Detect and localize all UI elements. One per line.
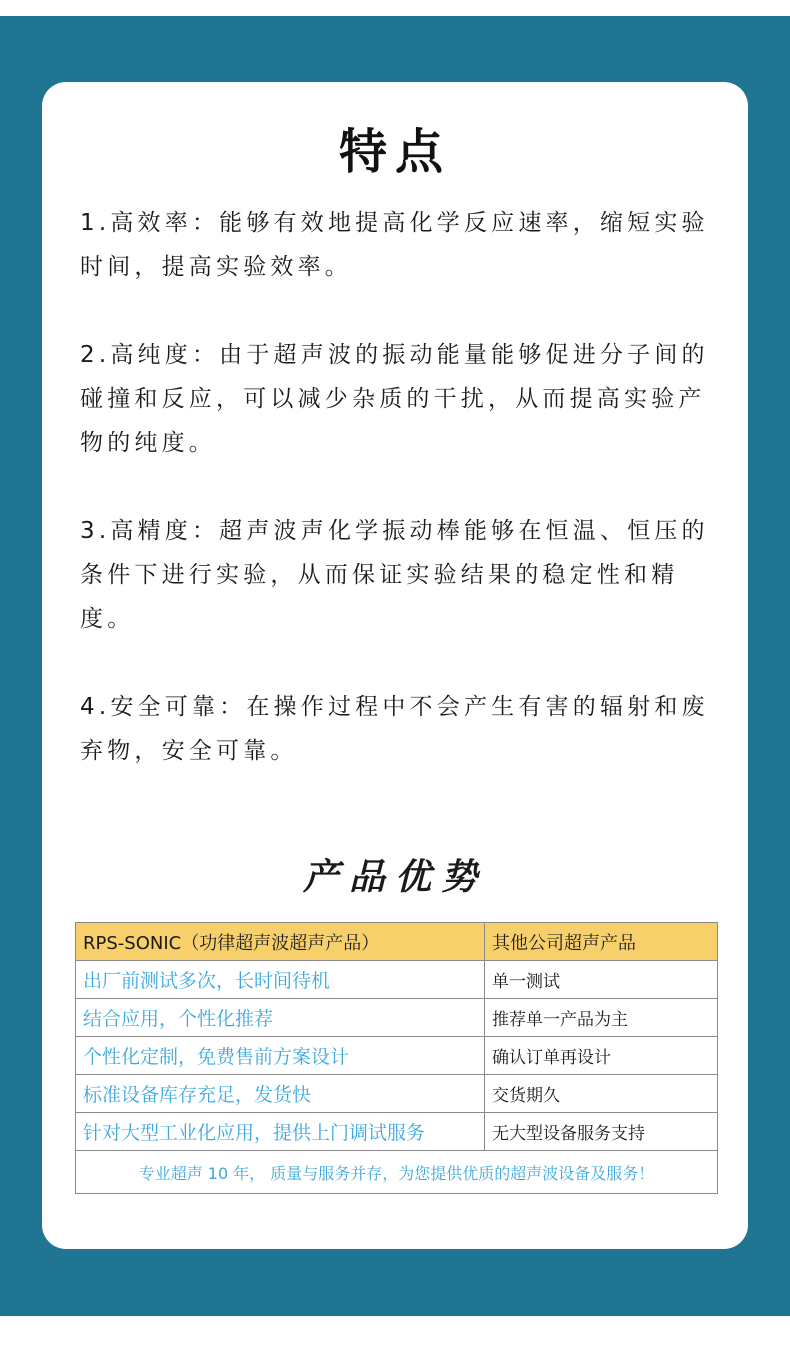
table-row (76, 999, 718, 1037)
features-list (80, 201, 716, 817)
table-row (76, 961, 718, 999)
comparison-table-wrap (75, 922, 717, 1194)
other-cell: 确认订单再设计 (485, 1037, 718, 1075)
rps-cell: 出厂前测试多次，长时间待机 (76, 961, 485, 999)
content-card (42, 82, 748, 1249)
rps-cell: 个性化定制，免费售前方案设计 (76, 1037, 485, 1075)
table-footer: 专业超声 10 年， 质量与服务并存，为您提供优质的超声波设备及服务！ (76, 1151, 718, 1194)
rps-cell: 结合应用，个性化推荐 (76, 999, 485, 1037)
table-footer-row (76, 1151, 718, 1194)
other-cell: 单一测试 (485, 961, 718, 999)
advantages-title: 产品优势 (302, 856, 487, 898)
rps-cell: 标准设备库存充足，发货快 (76, 1075, 485, 1113)
rps-cell: 针对大型工业化应用，提供上门调试服务 (76, 1113, 485, 1151)
features-title: 特点 (338, 124, 451, 180)
table-row (76, 1037, 718, 1075)
table-header-row (76, 923, 718, 961)
header-rps-sonic: RPS-SONIC（功律超声波超声产品） (76, 923, 485, 961)
comparison-table (75, 922, 718, 1194)
feature-item: 3.高精度：超声波声化学振动棒能够在恒温、恒压的条件下进行实验，从而保证实验结果的稳定性和精度。 (80, 518, 709, 632)
table-row (76, 1075, 718, 1113)
other-cell: 交货期久 (485, 1075, 718, 1113)
other-cell: 推荐单一产品为主 (485, 999, 718, 1037)
feature-item: 1.高效率：能够有效地提高化学反应速率，缩短实验时间，提高实验效率。 (80, 210, 709, 280)
other-cell: 无大型设备服务支持 (485, 1113, 718, 1151)
header-other-companies: 其他公司超声产品 (485, 923, 718, 961)
feature-item: 2.高纯度：由于超声波的振动能量能够促进分子间的碰撞和反应，可以减少杂质的干扰，从而提高实验产物的纯度。 (80, 342, 709, 456)
feature-item: 4.安全可靠：在操作过程中不会产生有害的辐射和废弃物，安全可靠。 (80, 694, 709, 764)
table-row (76, 1113, 718, 1151)
